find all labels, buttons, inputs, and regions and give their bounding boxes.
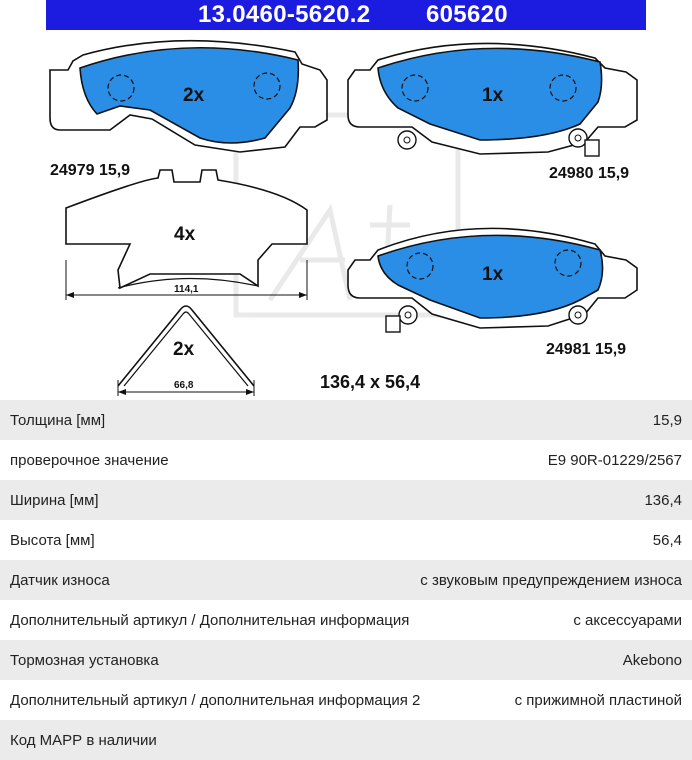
spec-label: Дополнительный артикул / дополнительная информация 2	[10, 691, 421, 709]
spec-value: с звуковым предупреждением износа	[420, 571, 682, 589]
spec-label: Тормозная установка	[10, 651, 159, 669]
spec-value: 56,4	[652, 531, 682, 549]
spec-label: Датчик износа	[10, 571, 110, 589]
spec-label: Ширина [мм]	[10, 491, 99, 509]
spec-value: с аксессуарами	[573, 611, 682, 629]
reference-number: 605620	[426, 1, 508, 28]
spec-label: проверочное значение	[10, 451, 169, 469]
spec-row-test-mark	[0, 440, 692, 480]
shim-count: 4x	[174, 224, 196, 245]
header-bar	[46, 0, 646, 30]
spec-value: Akebono	[622, 651, 682, 669]
spec-label: Дополнительный артикул / Дополнительная информация	[10, 611, 410, 629]
pad-bottom-right-count: 1x	[482, 264, 504, 285]
spec-row-width	[0, 480, 692, 520]
spec-table	[0, 400, 692, 760]
spec-label: Толщина [мм]	[10, 411, 106, 429]
spec-row-mapp-code	[0, 720, 692, 760]
spec-value: 15,9	[652, 411, 682, 429]
pad-bottom-right-code: 24981 15,9	[546, 341, 627, 358]
pad-top-left	[50, 41, 327, 152]
pad-bottom-right	[348, 228, 637, 332]
pad-top-left-count: 2x	[183, 85, 205, 106]
spring-clip	[118, 306, 254, 396]
pad-top-right	[348, 43, 637, 156]
spec-row-brake-system	[0, 640, 692, 680]
brake-pad-diagram	[0, 30, 692, 400]
spec-row-additional-info-2	[0, 680, 692, 720]
shim-width-dimension: 114,1	[174, 284, 199, 295]
spec-row-wear-sensor	[0, 560, 692, 600]
spec-value: с прижимной пластиной	[514, 691, 682, 709]
pad-top-right-code: 24980 15,9	[549, 165, 630, 182]
pad-top-left-code: 24979 15,9	[50, 162, 131, 179]
spec-row-height	[0, 520, 692, 560]
spec-value: E9 90R-01229/2567	[547, 451, 682, 469]
overall-dimensions: 136,4 x 56,4	[320, 372, 421, 392]
spring-width-dimension: 66,8	[174, 380, 194, 391]
spec-label: Высота [мм]	[10, 531, 95, 549]
spec-row-thickness	[0, 400, 692, 440]
pad-top-right-count: 1x	[482, 85, 504, 106]
article-number: 13.0460-5620.2	[198, 1, 371, 28]
spec-row-additional-info	[0, 600, 692, 640]
spec-label: Код МАРР в наличии	[10, 731, 157, 749]
shim-plate	[66, 170, 307, 300]
spring-count: 2x	[173, 339, 195, 360]
spec-value: 136,4	[644, 491, 682, 509]
